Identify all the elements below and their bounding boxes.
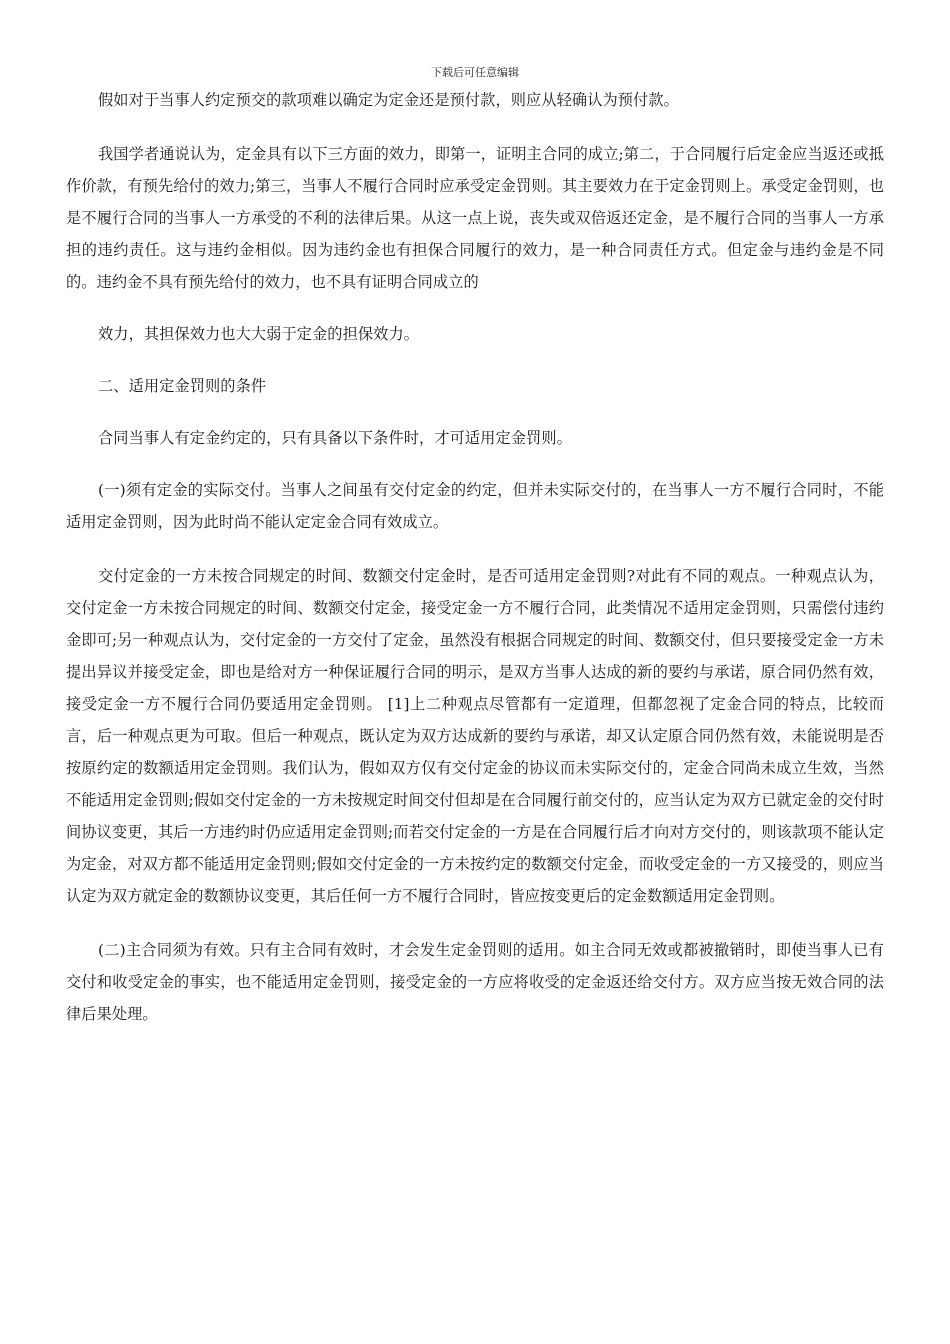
document-body [66,84,884,1030]
paragraph-condition-1: (一)须有定金的实际交付。当事人之间虽有交付定金的约定，但并未实际交付的，在当事人一方不履行合同时，不能适用定金罚则，因为此时尚不能认定定金合同有效成立。 [66,481,884,531]
section-heading-conditions: 二、适用定金罚则的条件 [98,377,267,395]
paragraph-prepayment: 假如对于当事人约定预交的款项难以确定为定金还是预付款，则应从轻确认为预付款。 [98,91,679,109]
paragraph-guarantee-effect: 效力，其担保效力也大大弱于定金的担保效力。 [98,325,420,343]
page-header-note: 下载后可任意编辑 [431,66,519,79]
paragraph-conditions-intro: 合同当事人有定金约定的，只有具备以下条件时，才可适用定金罚则。 [98,429,572,447]
paragraph-delivery-discussion: 交付定金的一方未按合同规定的时间、数额交付定金时，是否可适用定金罚则?对此有不同的观点。一种观点认为，交付定金一方未按合同规定的时间、数额交付定金，接受定金一方不履行合同，此类情况不适用定金罚则，只需偿付违约金即可;另一种观点认为，交付定金的一方交付了定金，虽然没有根据合同规定的时间、数额交付，但只要接受定金一方未提出异议并接受定金，即也是给对方一种保证履行合同的明示，是双方当事人达成的新的要约与承诺，原合同仍然有效，接受定金一方不履行合同仍要适用定金罚则。 [1]上二种观点尽管都有一定道理，但都忽视了定金合同的特点，比较而言，后一种观点更为可取。但后一种观点，既认定为双方达成新的要约与承诺，却又认定原合同仍然有效，未能说明是否按原约定的数额适用定金罚则。我们认为，假如双方仅有交付定金的协议而未实际交付的，定金合同尚未成立生效，当然不能适用定金罚则;假如交付定金的一方未按规定时间交付但却是在合同履行前交付的，应当认定为双方已就定金的交付时间协议变更，其后一方违约时仍应适用定金罚则;而若交付定金的一方是在合同履行后才向对方交付的，则该款项不能认定为定金，对双方都不能适用定金罚则;假如交付定金的一方未按约定的数额交付定金，而收受定金的一方又接受的，则应当认定为双方就定金的数额协议变更，其后任何一方不履行合同时，皆应按变更后的定金数额适用定金罚则。 [66,567,884,905]
paragraph-deposit-effects: 我国学者通说认为，定金具有以下三方面的效力，即第一，证明主合同的成立;第二，于合同履行后定金应当返还或抵作价款，有预先给付的效力;第三，当事人不履行合同时应承受定金罚则。其主要效力在于定金罚则上。承受定金罚则，也是不履行合同的当事人一方承受的不利的法律后果。从这一点上说，丧失或双倍返还定金，是不履行合同的当事人一方承担的违约责任。这与违约金相似。因为违约金也有担保合同履行的效力，是一种合同责任方式。但定金与违约金是不同的。违约金不具有预先给付的效力，也不具有证明合同成立的 [66,145,884,291]
paragraph-condition-2: (二)主合同须为有效。只有主合同有效时，才会发生定金罚则的适用。如主合同无效或都被撤销时，即使当事人已有交付和收受定金的事实，也不能适用定金罚则，接受定金的一方应将收受的定金返还给交付方。双方应当按无效合同的法律后果处理。 [66,941,884,1023]
